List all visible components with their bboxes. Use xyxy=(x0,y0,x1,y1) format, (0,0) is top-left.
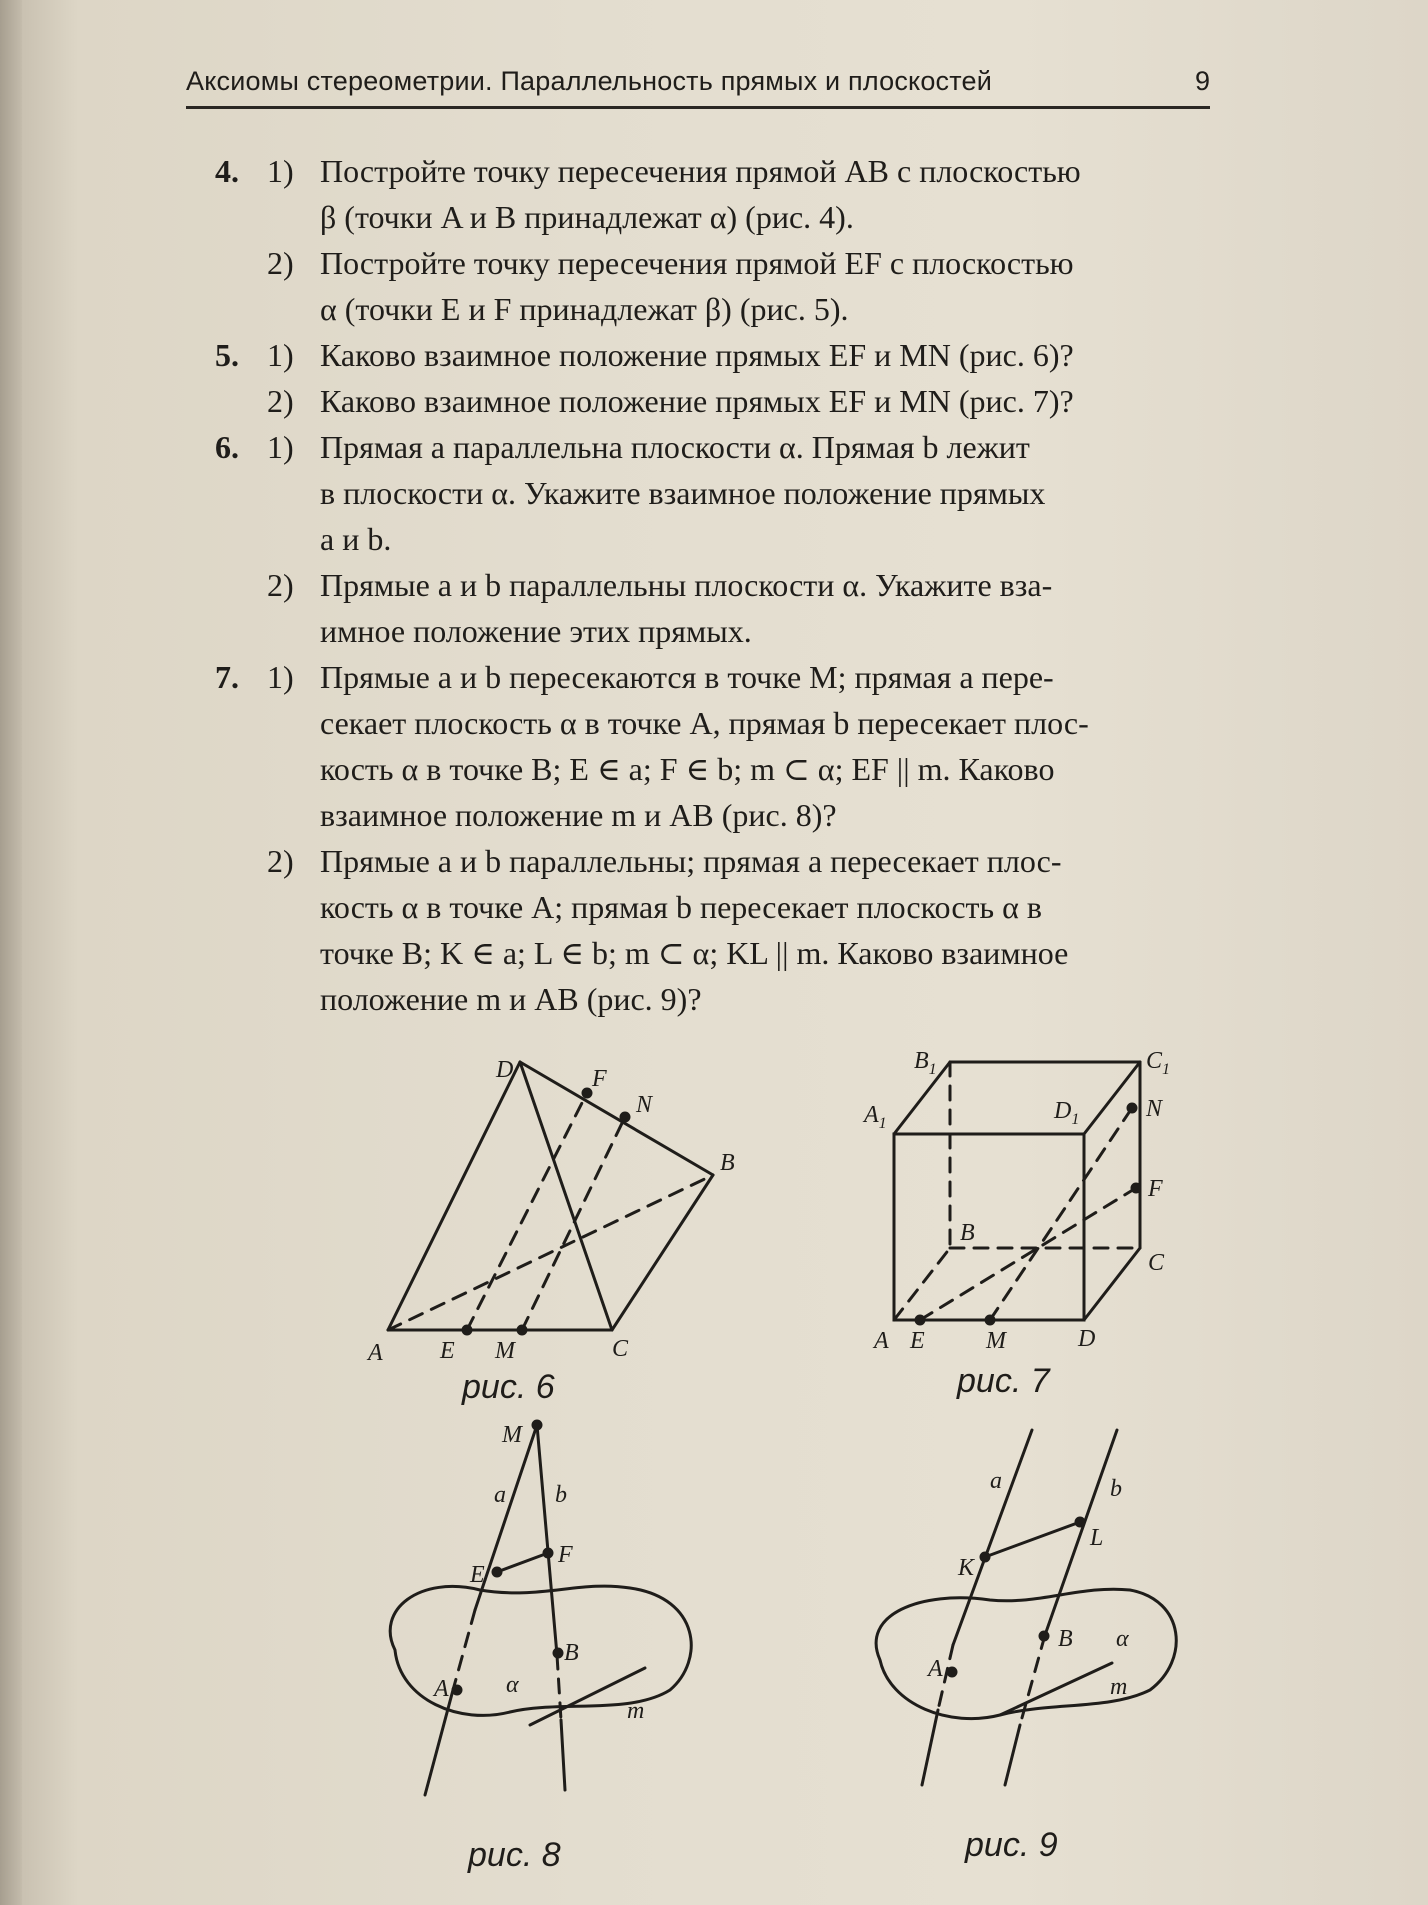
label-F: F xyxy=(592,1066,607,1092)
text-line: в плоскости α. Укажите взаимное положение прямых xyxy=(320,475,1046,511)
caption-fig9: рис. 9 xyxy=(965,1826,1058,1864)
label-K: K xyxy=(958,1555,975,1581)
label-C1-letter: C xyxy=(1146,1048,1163,1074)
caption-fig8: рис. 8 xyxy=(468,1836,561,1874)
text-line: Каково взаимное положение прямых EF и MN (рис. 6)? xyxy=(320,337,1074,373)
text-line: взаимное положение m и AB (рис. 8)? xyxy=(320,797,837,833)
label-A1-sub: 1 xyxy=(878,1115,887,1132)
book-spine xyxy=(0,0,22,1905)
header-title: Аксиомы стереометрии. Параллельность прямых и плоскостей xyxy=(186,66,993,96)
problem-part xyxy=(215,240,1225,332)
part-label: 2) xyxy=(267,567,294,603)
label-C: C xyxy=(612,1336,629,1362)
label-a: a xyxy=(494,1482,506,1508)
text-line: Каково взаимное положение прямых EF и MN (рис. 7)? xyxy=(320,383,1074,419)
text-line: секает плоскость α в точке A, прямая b пересекает плос- xyxy=(320,705,1089,741)
text-line: Прямые a и b параллельны; прямая a пересекает плос- xyxy=(320,843,1062,879)
label-D: D xyxy=(1078,1326,1096,1352)
text-line: α (точки E и F принадлежат β) (рис. 5). xyxy=(320,291,849,327)
label-M: M xyxy=(495,1338,515,1364)
label-A: A xyxy=(368,1340,383,1366)
label-A: A xyxy=(928,1656,943,1682)
part-label: 2) xyxy=(267,245,294,281)
problem-part xyxy=(215,148,1225,240)
label-B: B xyxy=(960,1220,975,1246)
label-A: A xyxy=(434,1676,449,1702)
caption-fig6: рис. 6 xyxy=(462,1368,555,1406)
problem-part xyxy=(215,562,1225,654)
part-label: 1) xyxy=(267,153,294,189)
problem-number: 6. xyxy=(215,429,239,465)
problem-5 xyxy=(215,332,1225,424)
problem-6 xyxy=(215,424,1225,654)
problem-4 xyxy=(215,148,1225,332)
part-label: 1) xyxy=(267,429,294,465)
label-b: b xyxy=(555,1482,567,1508)
label-B: B xyxy=(1058,1626,1073,1652)
label-E: E xyxy=(470,1562,485,1588)
problem-list xyxy=(215,148,1225,1022)
text-line: β (точки A и B принадлежат α) (рис. 4). xyxy=(320,199,854,235)
text-line: Прямые a и b пересекаются в точке M; прямая a пере- xyxy=(320,659,1054,695)
text-line: a и b. xyxy=(320,521,392,557)
text-line: кость α в точке B; E ∈ a; F ∈ b; m ⊂ α; EF || m. Каково xyxy=(320,751,1055,787)
page-number: 9 xyxy=(1194,66,1210,96)
label-b: b xyxy=(1110,1476,1122,1502)
problem-part xyxy=(215,838,1225,1022)
caption-fig7: рис. 7 xyxy=(957,1362,1050,1400)
problem-number: 5. xyxy=(215,337,239,373)
label-alpha: α xyxy=(506,1672,519,1698)
part-label: 2) xyxy=(267,383,294,419)
text-line: положение m и AB (рис. 9)? xyxy=(320,981,702,1017)
label-E: E xyxy=(910,1328,925,1354)
label-D1-letter: D xyxy=(1054,1098,1072,1124)
label-M: M xyxy=(502,1422,522,1448)
text-line: Постройте точку пересечения прямой AB с плоскостью xyxy=(320,153,1081,189)
text-line: точке B; K ∈ a; L ∈ b; m ⊂ α; KL || m. Каково взаимное xyxy=(320,935,1069,971)
label-M: M xyxy=(986,1328,1006,1354)
problem-part xyxy=(215,332,1225,378)
problem-part xyxy=(215,654,1225,838)
label-alpha: α xyxy=(1116,1626,1129,1652)
label-C: C xyxy=(1148,1250,1165,1276)
text-line: кость α в точке A; прямая b пересекает плоскость α в xyxy=(320,889,1042,925)
text-line: Прямая a параллельна плоскости α. Прямая b лежит xyxy=(320,429,1030,465)
label-L: L xyxy=(1090,1525,1104,1551)
label-B1-sub: 1 xyxy=(928,1061,937,1078)
text-line: Прямые a и b параллельны плоскости α. Укажите вза- xyxy=(320,567,1053,603)
label-N: N xyxy=(1146,1096,1163,1122)
problem-part xyxy=(215,424,1225,562)
problem-part xyxy=(215,378,1225,424)
problem-number: 4. xyxy=(215,153,239,189)
text-line: Постройте точку пересечения прямой EF с плоскостью xyxy=(320,245,1074,281)
label-m: m xyxy=(1110,1674,1128,1700)
label-N: N xyxy=(636,1092,653,1118)
problem-number: 7. xyxy=(215,659,239,695)
label-a: a xyxy=(990,1468,1002,1494)
label-F: F xyxy=(1148,1176,1163,1202)
label-D1-sub: 1 xyxy=(1071,1111,1080,1128)
part-label: 1) xyxy=(267,337,294,373)
label-D: D xyxy=(496,1057,514,1083)
problem-7 xyxy=(215,654,1225,1022)
part-label: 2) xyxy=(267,843,294,879)
label-E: E xyxy=(440,1338,455,1364)
label-m: m xyxy=(627,1698,645,1724)
label-F: F xyxy=(558,1542,573,1568)
text-line: имное положение этих прямых. xyxy=(320,613,752,649)
label-C1-sub: 1 xyxy=(1162,1061,1171,1078)
label-B1-letter: B xyxy=(914,1048,929,1074)
label-A: A xyxy=(874,1328,889,1354)
label-B: B xyxy=(720,1150,735,1176)
label-A1-letter: A xyxy=(864,1102,879,1128)
part-label: 1) xyxy=(267,659,294,695)
page-header xyxy=(186,64,1210,109)
label-B: B xyxy=(564,1640,579,1666)
